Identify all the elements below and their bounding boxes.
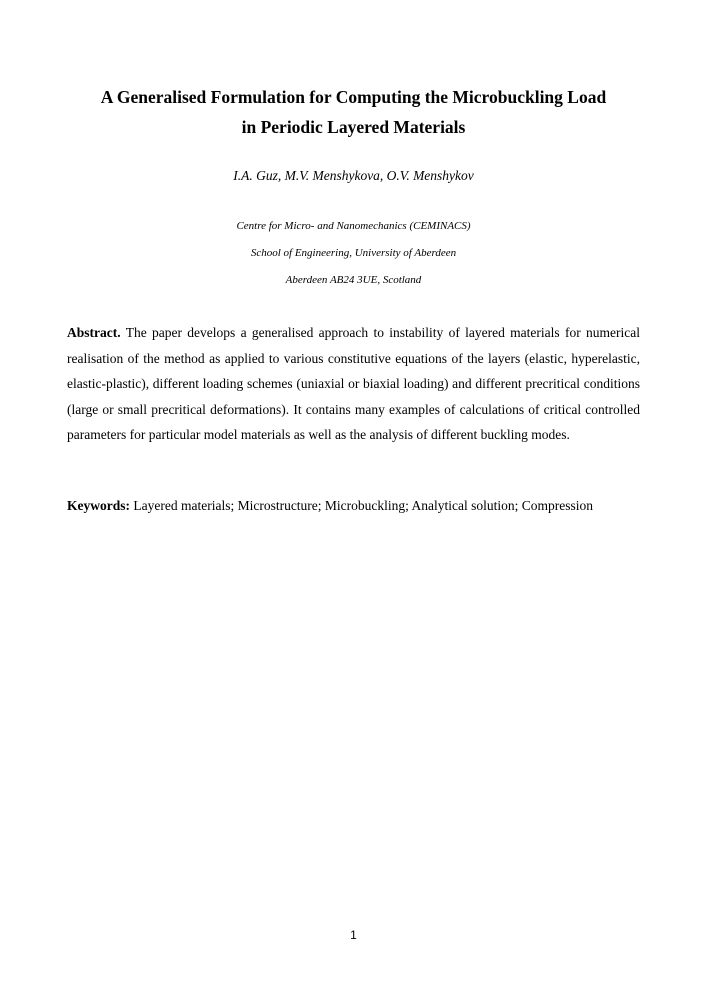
paper-title-line-1: A Generalised Formulation for Computing the Microbuckling Load <box>100 87 607 107</box>
keywords-line <box>67 493 667 518</box>
abstract-paragraph <box>67 320 640 448</box>
keywords-label: Keywords: <box>67 498 130 513</box>
page-number: 1 <box>350 928 357 942</box>
abstract-label: Abstract. <box>67 325 121 340</box>
abstract-text: The paper develops a generalised approach to instability of layered materials for numerical realisation of the method as applied to various constitutive equations of the layers (elastic, hyperelastic, elastic-plastic), different loading schemes (uniaxial or biaxial loading) and different precritical conditions (large or small precritical deformations). It contains many examples of calculations of critical controlled parameters for particular model materials as well as the analysis of different buckling modes. <box>67 325 640 442</box>
keywords-text: Layered materials; Microstructure; Microbuckling; Analytical solution; Compression <box>133 498 594 513</box>
affiliation-address: Aberdeen AB24 3UE, Scotland <box>285 274 422 286</box>
affiliation-school: School of Engineering, University of Aberdeen <box>250 247 457 259</box>
paper-title-line-2: in Periodic Layered Materials <box>241 117 466 137</box>
affiliation-centre: Centre for Micro- and Nanomechanics (CEMINACS) <box>236 220 471 232</box>
author-list: I.A. Guz, M.V. Menshykova, O.V. Menshykov <box>233 168 474 183</box>
